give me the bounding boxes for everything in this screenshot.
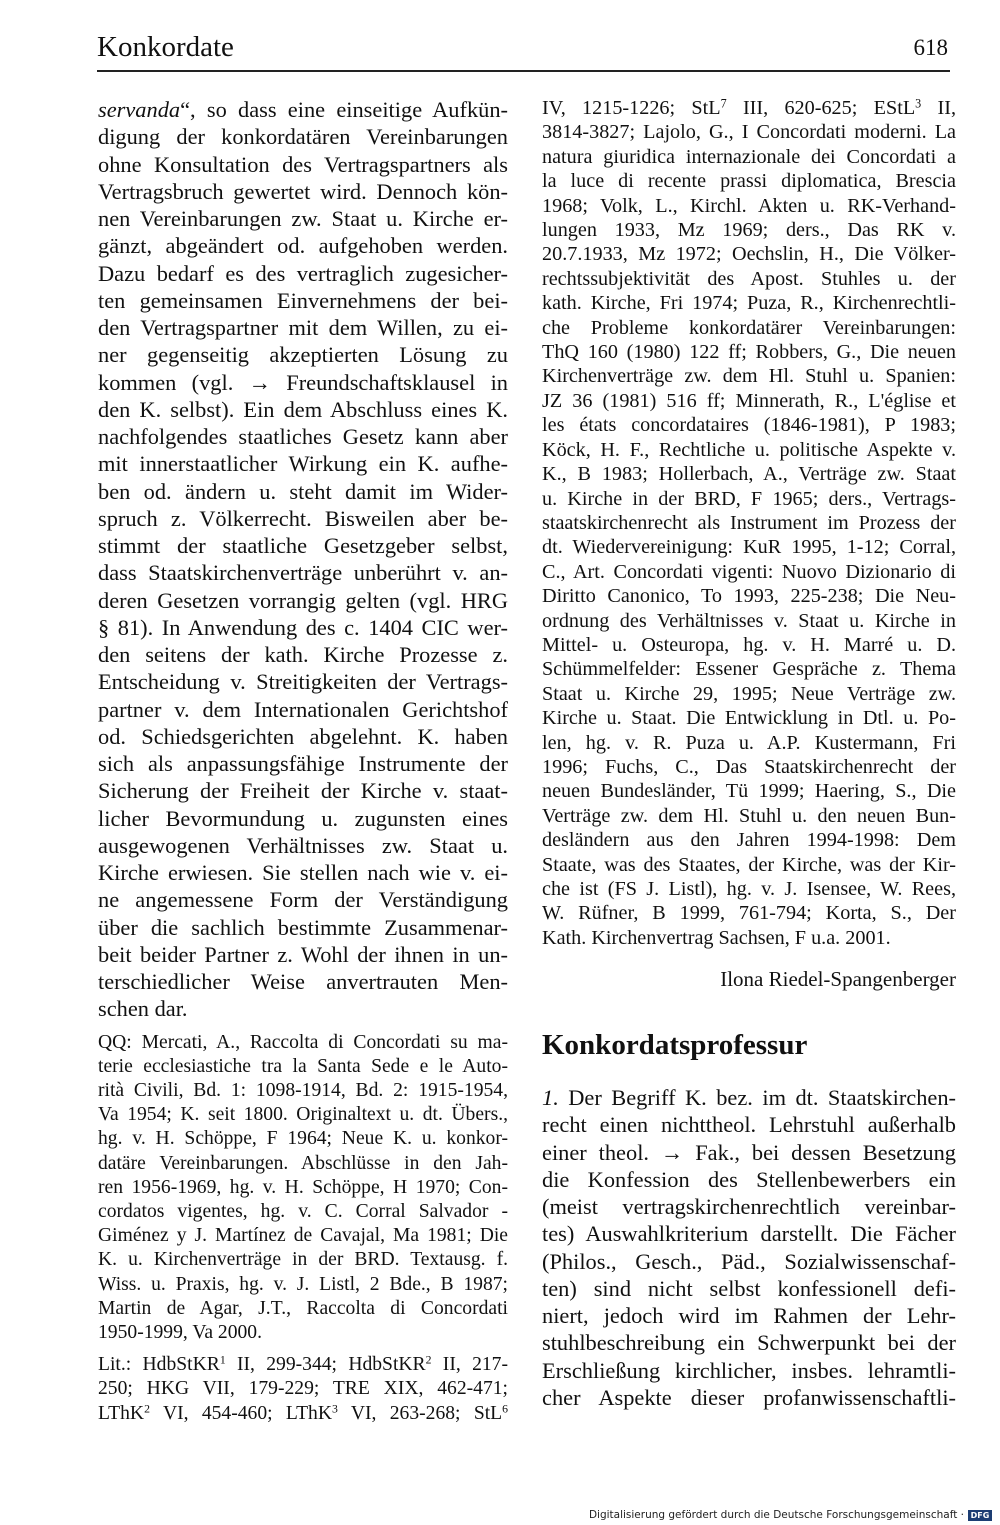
body-line: nachfolgendes staatliches Gesetz kann aber [98,424,508,449]
literature-line: len, hg. v. R. Puza u. A.P. Kustermann, Fri [542,731,956,754]
edition-superscript: 6 [502,1402,508,1416]
page-header [97,30,950,72]
literature-line: Diritto Canonico, To 1993, 225-238; Die Neu- [542,585,956,608]
sources-line: 1950-1999, Va 2000. [98,1321,263,1343]
body-line: partner v. dem Internationalen Gerichtshof [98,696,508,722]
literature-line: JZ 36 (1981) 516 ff; Minnerath, R., L'église et [542,389,956,412]
literature-line: Verträge zw. dem Hl. Stuhl u. den neuen Bun- [542,804,956,827]
body-line: deren Gesetzen vorrangig gelten (vgl. HRG [98,587,508,613]
body-line: ner gegenseitig akzeptierten Lösung zu [98,342,508,368]
literature-line: 20.7.1933, Mz 1972; Oechslin, H., Die Völker- [542,243,956,266]
edition-superscript: 1 [219,1353,226,1367]
sources-line: Giménez y J. Martínez de Cavajal, Ma 1981; Die [98,1225,508,1247]
literature-line: neuen Bundesländer, Tü 1999; Haering, S., Die [542,780,956,803]
literature-line: W. Rüfner, B 1999, 761-794; Korta, S., Der [542,902,956,925]
body-line: dass Staatskirchenverträge unberührt v. an- [98,560,508,586]
running-head-title: Konkordate [97,31,234,63]
dfg-logo-icon: DFG [968,1510,992,1521]
body-line [98,96,508,123]
article-body-line: die Konfession des Stellenbewerbers ein [542,1166,956,1192]
literature-line: lungen 1933, Mz 1969; ders., Das RK v. [542,219,956,242]
article-body-line: niert, jedoch wird im Rahmen der Lehr- [542,1303,956,1328]
sources-line: Martin de Agar, J.T., Raccolta di Concordati [98,1297,508,1319]
body-line: digung der konkordatären Vereinbarungen [98,124,508,150]
article-body-line: Erschließung kirchlicher, insbes. lehramtli- [542,1357,956,1383]
body-line: Entscheidung v. Streitigkeiten der Vertrags- [98,669,508,695]
article-body-line: (meist vertragskirchenrechtlich vereinbar- [542,1194,956,1219]
body-line: nen Vereinbarungen zw. Staat u. Kirche er- [98,206,508,231]
literature-line: desländern aus den Jahren 1994-1998: Dem [542,829,956,852]
body-line: Dazu bedarf es des vertraglich zugesicher- [98,260,508,286]
body-line: Sicherung der Freiheit der Kirche v. staat- [98,778,508,804]
body-line: den K. selbst). Ein dem Abschluss eines K. [98,396,508,422]
literature-line [98,1402,508,1426]
sources-line: hg. v. H. Schöppe, F 1964; Neue K. u. konkor- [98,1128,508,1150]
literature-line: 3814-3827; Lajolo, G., I Concordati moderni. La [542,121,956,144]
lit-text: II, 299-344; HdbStKR [225,1354,426,1376]
lit-text: III, 620-625; EStL [726,97,916,119]
sources-line: K. u. Kirchenverträge in der BRD. Textausg. f. [98,1249,508,1271]
body-line: sich als anpassungsfähige Instrumente der [98,751,508,776]
body-line: ten gemeinsamen Einvernehmens der bei- [98,287,508,313]
literature-line: Kirchenverträge zw. dem Hl. Stuhl u. Spanien: [542,365,956,388]
digitization-footer [589,1508,992,1522]
body-line: licher Bevormundung u. zugunsten eines [98,805,508,831]
literature-line: Staat u. Kirche 29, 1995; Neue Verträge zw. [542,682,956,705]
literature-line: kath. Kirche, Fri 1974; Puza, R., Kirchenrechtli- [542,292,956,315]
literature-line: les états concordataires (1846-1981), P 1983; [542,414,956,437]
author-signature: Ilona Riedel-Spangenberger [720,967,956,991]
body-line: den seitens der kath. Kirche Prozesse z. [98,642,508,667]
edition-superscript: 3 [915,96,922,111]
literature-line: natura giuridica internazionale dei Concordati a [542,145,956,168]
section-number: 1. [542,1085,559,1110]
article-body [542,1084,956,1411]
article-body-line: cher Aspekte dieser profanwissenschaftli- [542,1384,956,1410]
literature-block [98,1353,508,1426]
body-line: gänzt, abgeändert od. aufgehoben werden. [98,233,508,259]
literature-line: staatskirchenrecht als Instrument im Prozess der [542,511,956,534]
lit-text: II, 217- [431,1354,508,1376]
sources-line: cordatos vigentes, hg. v. C. Corral Salvador - [98,1200,508,1222]
article-body-line: einer theol. → Fak., bei dessen Besetzung [542,1139,956,1165]
sources-block [98,1031,508,1346]
body-line: ne angemessene Form der Verständigung [98,887,508,913]
literature-line [98,1353,508,1377]
literature-line: dt. Wiedervereinigung: KuR 1995, 1-12; Corral, [542,536,956,559]
body-line: mit innerstaatlicher Wirkung ein K. aufhe- [98,451,508,477]
lit-text: Lit.: HdbStKR [98,1354,220,1376]
literature-line: ThQ 160 (1980) 122 ff; Robbers, G., Die neuen [542,341,956,364]
body-line: kommen (vgl. → Freundschaftsklausel in [98,369,508,395]
body-line: od. Schiedsgerichten abgelehnt. K. haben [98,723,508,749]
body-line: § 81). In Anwendung des c. 1404 CIC wer- [98,614,508,640]
literature-line: la luce di recente prassi diplomatica, Brescia [542,170,956,193]
paragraph-gap [98,1023,508,1031]
literature-line: 1968; Volk, L., Kirchl. Akten u. RK-Verhand- [542,194,956,217]
sources-line: datäre Vereinbarungen. Abschlüsse in den Jah- [98,1152,508,1174]
page-number: 618 [913,35,948,60]
right-column-literature [542,96,956,950]
footer-text: Digitalisierung gefördert durch die Deutsche Forschungsgemeinschaft · [588,1509,964,1521]
literature-line [542,96,956,120]
body-line: ausgewogenen Verhältnisses zw. Staat u. [98,832,508,858]
literature-lines [542,120,956,950]
sources-line: Wiss. u. Praxis, hg. v. J. Listl, 2 Bde., B 1987; [98,1273,508,1295]
literature-line: u. Kirche in der BRD, F 1965; ders., Vertrags- [542,487,956,510]
literature-line: Mittel- u. Osteuropa, hg. v. H. Marré u. D. [542,633,956,656]
article-body-line: ten) sind nicht selbst konfessionell defi- [542,1275,956,1301]
body-line: Kirche erwiesen. Sie stellen nach wie v. ei- [98,860,508,885]
literature-line: ordnung des Verhältnisses v. Staat u. Kirche in [542,609,956,632]
sources-line: QQ: Mercati, A., Raccolta di Concordati su ma- [98,1031,508,1053]
article-body-line: 1. Der Begriff K. bez. im dt. Staatskirchen- [542,1085,956,1110]
edition-superscript: 2 [425,1353,432,1367]
edition-superscript: 3 [332,1402,338,1416]
literature-line: 250; HKG VII, 179-229; TRE XIX, 462-471; [98,1378,508,1400]
article-body-line: tes) Auswahlkriterium darstellt. Die Fächer [542,1221,956,1247]
literature-line: 1996; Fuchs, C., Das Staatskirchenrecht der [542,755,956,778]
body-line: ben od. ändern u. steht damit im Wider- [98,478,508,504]
sources-line: Va 1954; K. seit 1800. Originaltext u. dt. Übers., [98,1104,508,1126]
lit-text: LThK [98,1402,145,1424]
article-heading: Konkordatsprofessur [542,1029,808,1061]
body-line: ohne Konsultation des Vertragspartners als [98,151,508,177]
literature-line: Köck, H. F., Rechtliche u. politische Aspekte v. [542,438,956,461]
body-line: über die sachlich bestimmte Zusammenar- [98,914,508,940]
body-line: spruch z. Völkerrecht. Bisweilen aber be- [98,505,508,531]
italic-term: servanda [98,97,181,122]
literature-line: Kirche u. Staat. Die Entwicklung in Dtl. u. Po- [542,707,956,730]
literature-line: K., B 1983; Hollerbach, A., Verträge zw. Staat [542,463,956,486]
literature-line: C., Art. Concordati vigenti: Nuovo Dizionario di [542,560,956,583]
body-line: schen dar. [98,996,188,1022]
literature-line: rechtssubjektivität des Apost. Stuhles u. der [542,267,956,290]
sources-line: terie ecclesiastiche tra la Santa Sede e le Auto- [98,1055,508,1077]
edition-superscript: 2 [144,1402,150,1416]
literature-line: Kath. Kirchenvertrag Sachsen, F u.a. 2001. [542,926,891,949]
paragraph-gap [98,1345,508,1353]
body-line-rest: “, so dass eine einseitige Aufkün- [180,97,508,122]
lit-text: VI, 263-268; StL [337,1402,503,1424]
literature-line: che ist (FS J. Listl), hg. v. J. Isensee, W. Rees, [542,878,956,900]
body-line: beit beider Partner z. Wohl der ihnen in un- [98,941,508,967]
literature-line: Staate, was des Staates, der Kirche, was der Kir- [542,853,956,876]
literature-line: che Probleme konkordatärer Vereinbarungen: [542,316,956,339]
article-body-line: recht einen nichttheol. Lehrstuhl außerhalb [542,1112,956,1138]
sources-line: rità Civili, Bd. 1: 1098-1914, Bd. 2: 1915-1954, [98,1079,508,1101]
body-line: den Vertragspartner mit dem Willen, zu ei- [98,315,508,340]
edition-superscript: 7 [720,96,727,111]
literature-line: Schümmelfelder: Essener Gespräche z. Thema [542,658,956,681]
body-line: terschiedlicher Weise anvertrauten Men- [98,969,508,994]
body-line: stimmt der staatliche Gesetzgeber selbst, [98,533,508,558]
article-body-line: (Philos., Gesch., Päd., Sozialwissenschaf- [542,1248,956,1274]
left-column [98,96,508,1426]
lit-text: VI, 454-460; LThK [149,1402,332,1424]
body-line: Vertragsbruch gewertet wird. Dennoch kön- [98,178,508,204]
sources-line: ren 1956-1969, hg. v. H. Schöppe, H 1970; Con- [98,1176,508,1198]
lit-text: II, [921,97,957,119]
lit-text: IV, 1215-1226; StL [542,97,721,119]
article-body-line: stuhlbeschreibung ein Schwerpunkt bei der [542,1330,956,1356]
